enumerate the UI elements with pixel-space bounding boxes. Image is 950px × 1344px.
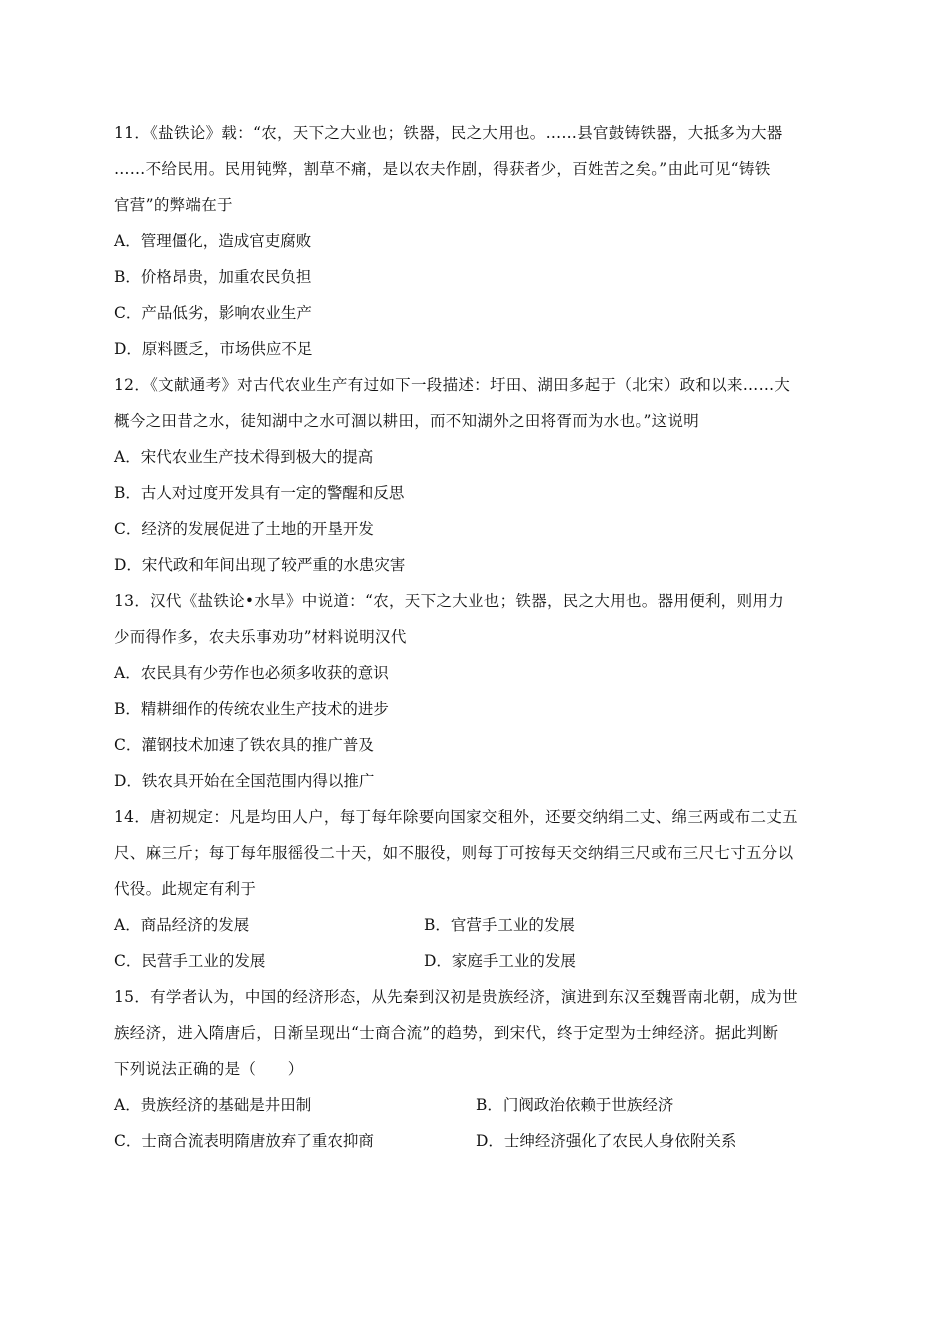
question-11 [114,115,838,367]
option-d: D．宋代政和年间出现了较严重的水患灾害 [114,556,406,574]
question-stem-line: 12．《文献通考》对古代农业生产有过如下一段描述：圩田、湖田多起于（北宋）政和以来……大 [114,376,791,394]
question-stem-line: 11．《盐铁论》载：“农，天下之大业也；铁器，民之大用也。……县官鼓铸铁器，大抵多为大器 [114,124,783,142]
option-row [114,1087,838,1123]
question-list [114,115,838,1159]
question-stem-line: 下列说法正确的是（ ） [114,1060,304,1078]
question-15 [114,979,838,1159]
option-d: D．铁农具开始在全国范围内得以推广 [114,772,375,790]
option-row [114,943,838,979]
option-d: D．原料匮乏，市场供应不足 [114,340,313,358]
option-a: A．贵族经济的基础是井田制 [114,1096,312,1114]
option-c: C．灌钢技术加速了铁农具的推广普及 [114,736,374,754]
option-b: B．价格昂贵，加重农民负担 [114,268,312,286]
question-stem-line: 代役。此规定有利于 [114,880,257,898]
option-c: C．经济的发展促进了土地的开垦开发 [114,520,374,538]
question-stem-line: 15．有学者认为，中国的经济形态，从先秦到汉初是贵族经济，演进到东汉至魏晋南北朝，成为世 [114,988,798,1006]
option-a: A．管理僵化，造成官吏腐败 [114,232,312,250]
question-14 [114,799,838,979]
option-row [114,907,838,943]
option-c: C．民营手工业的发展 [114,952,266,970]
option-b: B．门阀政治依赖于世族经济 [476,1096,674,1114]
option-b: B．官营手工业的发展 [424,916,575,934]
question-12 [114,367,838,583]
question-stem-line: 尺、麻三斤；每丁每年服徭役二十天，如不服役，则每丁可按每天交纳绢三尺或布三尺七寸五分以 [114,844,794,862]
question-stem-line: ……不给民用。民用钝弊，割草不痛，是以农夫作剧，得获者少，百姓苦之矣。”由此可见“铸铁 [114,160,771,178]
option-d: D．士绅经济强化了农民人身依附关系 [476,1132,737,1150]
option-d: D．家庭手工业的发展 [424,952,576,970]
question-stem-line: 少而得作多，农夫乐事劝功”材料说明汉代 [114,628,407,646]
question-13 [114,583,838,799]
question-stem-line: 概今之田昔之水，徒知湖中之水可涸以耕田，而不知湖外之田将胥而为水也。”这说明 [114,412,700,430]
option-b: B．精耕细作的传统农业生产技术的进步 [114,700,389,718]
question-stem-line: 14．唐初规定：凡是均田人户，每丁每年除要向国家交租外，还要交纳绢二丈、绵三两或布二丈五 [114,808,798,826]
question-stem-line: 官营”的弊端在于 [114,196,233,214]
option-row [114,1123,838,1159]
option-a: A．农民具有少劳作也必须多收获的意识 [114,664,389,682]
option-a: A．商品经济的发展 [114,916,250,934]
question-stem-line: 13．汉代《盐铁论•水旱》中说道：“农，天下之大业也；铁器，民之大用也。器用便利，则用力 [114,592,784,610]
option-b: B．古人对过度开发具有一定的警醒和反思 [114,484,405,502]
question-stem-line: 族经济，进入隋唐后，日渐呈现出“士商合流”的趋势，到宋代，终于定型为士绅经济。据此判断 [114,1024,779,1042]
option-c: C．产品低劣，影响农业生产 [114,304,312,322]
option-c: C．士商合流表明隋唐放弃了重农抑商 [114,1132,374,1150]
option-a: A．宋代农业生产技术得到极大的提高 [114,448,374,466]
